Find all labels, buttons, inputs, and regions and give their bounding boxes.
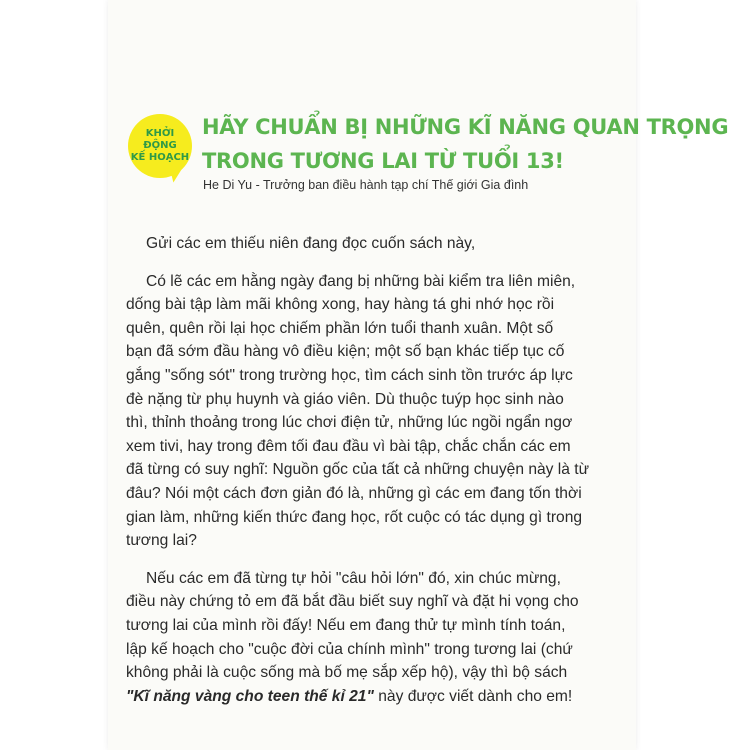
text-line: đâu? Nói một cách đơn giản đó là, những gì các em đang tốn thời xyxy=(126,484,582,502)
text-line: tương lai của mình rồi đấy! Nếu em đang thử tự mình tính toán, xyxy=(126,616,566,634)
book-series-title: "Kĩ năng vàng cho teen thế kỉ 21" xyxy=(126,687,374,705)
text-line: quên, quên rồi lại học chiếm phần lớn tuổi thanh xuân. Một số xyxy=(126,319,554,337)
page-title xyxy=(202,110,729,178)
text-line: xem tivi, hay trong đêm tối đau đầu vì bài tập, chắc chắn các em xyxy=(126,437,571,455)
text-line: gian làm, những kiến thức đang học, rốt cuộc có tác dụng gì trong xyxy=(126,508,583,526)
body-text xyxy=(126,232,590,708)
text-line: gắng "sống sót" trong trường học, tìm cách sinh tồn trước áp lực xyxy=(126,366,573,384)
author-byline: He Di Yu - Trưởng ban điều hành tạp chí Thế giới Gia đình xyxy=(203,178,529,192)
greeting-line: Gửi các em thiếu niên đang đọc cuốn sách này, xyxy=(146,235,476,252)
chapter-badge xyxy=(128,114,192,178)
text-line: tương lai? xyxy=(126,532,197,550)
last-line-tail: này được viết dành cho em! xyxy=(373,687,573,705)
paragraph-2 xyxy=(126,567,586,709)
text-line: lập kế hoạch cho "cuộc đời của chính mình" trong tương lai (chứ xyxy=(126,640,573,658)
text-line: không phải là cuộc sống mà bố mẹ sắp xếp hộ), vậy thì bộ sách xyxy=(126,664,568,682)
text-line: đã từng có suy nghĩ: Nguồn gốc của tất cả những chuyện này là từ xyxy=(126,461,590,479)
text-line: Có lẽ các em hằng ngày đang bị những bài kiểm tra liên miên, xyxy=(146,272,576,290)
title-line-1: HÃY CHUẨN BỊ NHỮNG KĨ NĂNG QUAN TRỌNG xyxy=(202,115,729,139)
text-line: bạn đã sớm đầu hàng vô điều kiện; một số bạn khác tiếp tục cố xyxy=(126,343,565,361)
text-line: đè nặng từ phụ huynh và giáo viên. Dù thuộc tuýp học sinh nào xyxy=(126,390,564,408)
text-line: Nếu các em đã từng tự hỏi "câu hỏi lớn" đó, xin chúc mừng, xyxy=(146,569,561,587)
paragraph-1 xyxy=(126,270,590,553)
text-line: thì, thỉnh thoảng trong lúc chơi điện tử, những lúc ngồi ngẩn ngơ xyxy=(126,414,573,432)
text-line: điều này chứng tỏ em đã bắt đầu biết suy nghĩ và đặt hi vọng cho xyxy=(126,593,579,611)
badge-line-2: KẾ HOẠCH xyxy=(130,152,190,163)
text-line: dống bài tập làm mãi không xong, hay hàng tá ghi nhớ học rồi xyxy=(126,296,555,314)
last-line xyxy=(126,685,586,709)
title-line-2: TRONG TƯƠNG LAI TỪ TUỔI 13! xyxy=(202,149,564,173)
badge-line-1: KHỞI ĐỘNG xyxy=(143,128,177,151)
